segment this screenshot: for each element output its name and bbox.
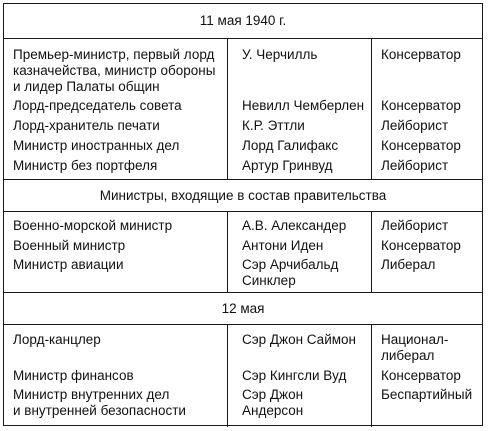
section-title-may-11: 11 мая 1940 г. bbox=[199, 13, 287, 28]
party-cell: Консерватор bbox=[381, 98, 461, 113]
party-cell: Национал- либерал bbox=[381, 332, 449, 363]
party-cell: Консерватор bbox=[381, 138, 461, 153]
post-cell: Военно-морской министр bbox=[13, 218, 173, 233]
party-cell: Консерватор bbox=[381, 47, 461, 62]
party-cell: Лейборист bbox=[381, 118, 449, 133]
divider bbox=[4, 324, 482, 325]
post-cell: Министр авиации bbox=[13, 257, 124, 272]
cabinet-table bbox=[3, 3, 483, 426]
person-cell: Сэр Джон Андерсон bbox=[242, 387, 304, 418]
divider bbox=[4, 38, 482, 39]
post-cell: Военный министр bbox=[13, 238, 126, 253]
party-cell: Лейборист bbox=[381, 218, 449, 233]
section-title-ministers: Министры, входящие в состав правительства bbox=[99, 188, 387, 203]
person-cell: У. Черчилль bbox=[242, 47, 318, 62]
person-cell: Невилл Чемберлен bbox=[242, 98, 365, 113]
post-cell: Министр финансов bbox=[13, 368, 134, 383]
person-cell: Артур Гринвуд bbox=[242, 158, 333, 173]
party-cell: Консерватор bbox=[381, 368, 461, 383]
post-cell: Лорд-председатель совета bbox=[13, 98, 182, 113]
post-cell: Министр без портфеля bbox=[13, 158, 158, 173]
column-divider bbox=[227, 38, 228, 179]
post-cell: Лорд-канцлер bbox=[13, 332, 101, 347]
post-cell: Министр внутренних дел и внутренней безопасности bbox=[13, 387, 186, 418]
party-cell: Беспартийный bbox=[381, 387, 473, 402]
person-cell: Лорд Галифакс bbox=[242, 138, 339, 153]
divider bbox=[4, 179, 482, 180]
person-cell: Антони Иден bbox=[242, 238, 324, 253]
divider bbox=[4, 292, 482, 293]
column-divider bbox=[227, 211, 228, 292]
post-cell: Лорд-хранитель печати bbox=[13, 118, 160, 133]
column-divider bbox=[227, 324, 228, 427]
party-cell: Консерватор bbox=[381, 238, 461, 253]
person-cell: А.В. Александер bbox=[242, 218, 347, 233]
post-cell: Министр иностранных дел bbox=[13, 138, 180, 153]
post-cell: Премьер-министр, первый лорд казначейства, министр обороны и лидер Палаты общин bbox=[13, 47, 216, 94]
party-cell: Лейборист bbox=[381, 158, 449, 173]
person-cell: Сэр Джон Саймон bbox=[242, 332, 356, 347]
person-cell: К.Р. Эттли bbox=[242, 118, 305, 133]
person-cell: Сэр Арчибальд Синклер bbox=[242, 257, 339, 288]
divider bbox=[4, 211, 482, 212]
section-title-may-12: 12 мая bbox=[221, 301, 265, 316]
person-cell: Сэр Кингсли Вуд bbox=[242, 368, 347, 383]
party-cell: Либерал bbox=[381, 257, 436, 272]
